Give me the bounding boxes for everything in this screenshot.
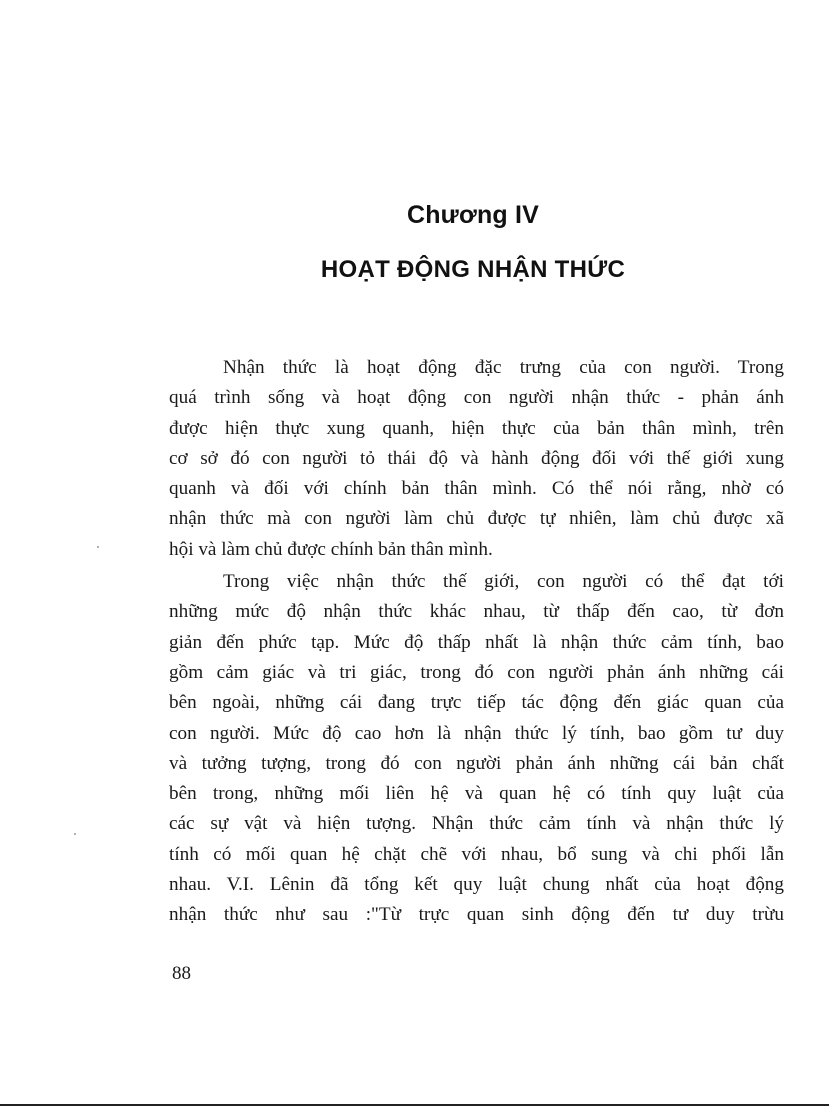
chapter-title: HOẠT ĐỘNG NHẬN THỨC [320,256,626,283]
text-line: bên trong, những mối liên hệ và quan hệ có tính quy luật của [169,783,784,805]
text-line: những mức độ nhận thức khác nhau, từ thấp đến cao, từ đơn [169,601,784,623]
text-line: bên ngoài, những cái đang trực tiếp tác động đến giác quan của [169,692,784,714]
text-line: con người. Mức độ cao hơn là nhận thức lý tính, bao gồm tư duy [169,722,784,744]
text-line: giản đến phức tạp. Mức độ thấp nhất là nhận thức cảm tính, bao [169,631,784,653]
paragraph-2 [169,567,784,931]
page-bottom-edge [0,1104,829,1106]
text-line: cơ sở đó con người tỏ thái độ và hành động đối với thế giới xung [169,447,784,469]
chapter-label: Chương IV [406,201,540,229]
scan-speck [97,546,99,548]
text-line: Nhận thức là hoạt động đặc trưng của con người. Trong [223,357,784,378]
body-text [169,353,784,931]
text-line: các sự vật và hiện tượng. Nhận thức cảm tính và nhận thức lý [169,813,784,835]
text-line: hội và làm chủ được chính bản thân mình. [169,538,493,560]
text-line: nhau. V.I. Lênin đã tổng kết quy luật chung nhất của hoạt động [169,874,784,896]
text-line: và tưởng tượng, trong đó con người phản ánh những cái bản chất [169,752,784,774]
text-line: được hiện thực xung quanh, hiện thực của bản thân mình, trên [169,417,784,439]
text-line: nhận thức như sau :"Từ trực quan sinh động đến tư duy trừu [169,904,784,926]
text-line: quanh và đối với chính bản thân mình. Có thể nói rằng, nhờ có [169,478,784,500]
text-line: tính có mối quan hệ chặt chẽ với nhau, bổ sung và chi phối lẫn [169,843,784,865]
paragraph-1 [169,353,784,565]
scan-speck [74,833,76,835]
page-number: 88 [172,963,191,984]
text-line: Trong việc nhận thức thế giới, con người có thể đạt tới [223,571,784,593]
text-line: nhận thức mà con người làm chủ được tự nhiên, làm chủ được xã [169,508,784,530]
text-line: quá trình sống và hoạt động con người nhận thức - phản ánh [169,387,784,409]
text-line: gồm cảm giác và tri giác, trong đó con người phản ánh những cái [169,661,784,683]
